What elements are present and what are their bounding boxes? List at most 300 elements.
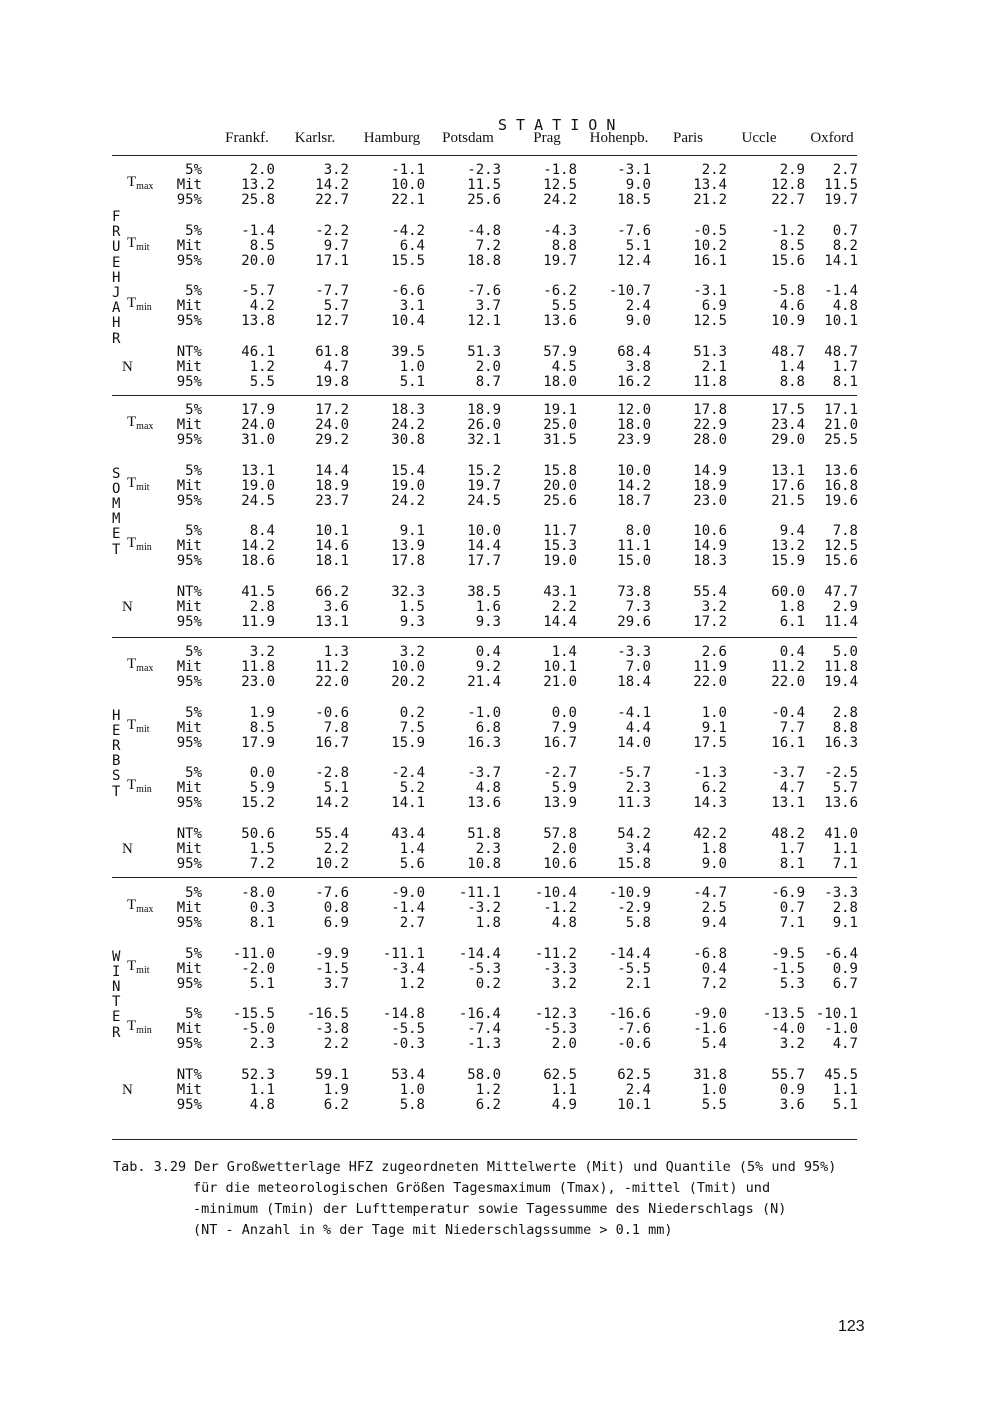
table-cell: -2.7	[543, 765, 577, 781]
table-cell: 9.1	[832, 915, 858, 932]
table-cell: 19.8	[315, 373, 349, 390]
table-cell: 14.9	[693, 462, 727, 479]
stat-label: Mit	[176, 1081, 202, 1098]
stat-label: 95%	[176, 432, 202, 449]
table-cell: 28.0	[693, 432, 727, 449]
season-letter: T	[112, 541, 121, 558]
table-cell: 55.4	[315, 825, 349, 842]
stat-label: 5%	[185, 462, 202, 479]
season-letter: R	[112, 224, 121, 241]
table-cell: 19.7	[467, 477, 501, 494]
table-cell: 13.2	[241, 177, 275, 194]
table-cell: 5.1	[625, 237, 651, 254]
caption-line: für die meteorologischen Größen Tagesmaximum (Tmax), -mittel (Tmit) und	[193, 1180, 771, 1196]
table-cell: -7.6	[467, 283, 501, 299]
table-cell: 10.1	[543, 659, 577, 676]
variable-symbol: T	[127, 234, 137, 251]
table-cell: -14.4	[458, 945, 501, 962]
table-cell: 5.9	[551, 780, 577, 797]
table-cell: 26.0	[467, 417, 501, 434]
table-cell: 51.3	[467, 343, 501, 360]
table-cell: 9.2	[475, 659, 501, 676]
table-cell: 48.7	[771, 343, 805, 360]
table-cell: 20.2	[391, 674, 425, 691]
table-cell: 2.3	[625, 780, 651, 797]
station-header: Frankf.	[225, 130, 269, 146]
stat-label: 95%	[176, 915, 202, 932]
table-cell: 9.4	[701, 915, 727, 932]
table-cell: 7.2	[249, 855, 275, 872]
table-cell: -4.3	[543, 222, 577, 239]
stat-label: Mit	[176, 237, 202, 254]
table-cell: 9.1	[701, 719, 727, 736]
table-cell: 19.7	[824, 192, 858, 209]
table-cell: 3.8	[625, 358, 651, 375]
stat-label: 95%	[176, 795, 202, 812]
table-cell: -3.8	[315, 1021, 349, 1038]
table-cell: 19.0	[543, 553, 577, 570]
table-cell: 17.1	[824, 402, 858, 418]
table-cell: 10.2	[693, 237, 727, 254]
table-cell: 17.6	[771, 477, 805, 494]
variable-symbol: T	[127, 777, 137, 794]
stat-label: 5%	[185, 523, 202, 539]
table-cell: 11.1	[617, 538, 651, 555]
stat-label: 5%	[185, 945, 202, 962]
table-cell: 24.5	[241, 492, 275, 509]
table-cell: -6.8	[693, 945, 727, 962]
table-cell: -1.4	[241, 222, 275, 239]
table-cell: 14.2	[315, 795, 349, 812]
table-cell: 7.7	[779, 719, 805, 736]
table-cell: 20.0	[241, 252, 275, 269]
season-letter: B	[112, 753, 121, 770]
table-cell: 5.6	[399, 855, 425, 872]
stat-label: 95%	[176, 855, 202, 872]
table-cell: 0.4	[701, 960, 727, 977]
table-cell: 0.9	[779, 1081, 805, 1098]
table-cell: 9.1	[399, 523, 425, 539]
table-cell: 19.0	[391, 477, 425, 494]
table-cell: 52.3	[241, 1066, 275, 1083]
table-cell: -2.2	[315, 222, 349, 239]
table-cell: 15.6	[771, 252, 805, 269]
variable-symbol: T	[127, 957, 137, 974]
table-cell: 7.1	[779, 915, 805, 932]
table-cell: 14.1	[824, 252, 858, 269]
station-heading: S T A T I O N	[498, 116, 616, 134]
stat-label: Mit	[176, 298, 202, 315]
table-cell: 5.7	[323, 298, 349, 315]
table-cell: 13.6	[824, 795, 858, 812]
table-cell: -1.5	[771, 960, 805, 977]
table-cell: 0.7	[779, 900, 805, 917]
stat-label: Mit	[176, 900, 202, 917]
stat-label: 5%	[185, 644, 202, 660]
table-cell: -5.5	[617, 960, 651, 977]
table-cell: 2.2	[551, 598, 577, 615]
table-cell: 46.1	[241, 343, 275, 360]
table-cell: 0.4	[779, 644, 805, 660]
table-cell: 19.6	[824, 492, 858, 509]
table-cell: 51.3	[693, 343, 727, 360]
table-cell: 10.8	[467, 855, 501, 872]
table-cell: 14.0	[617, 734, 651, 751]
table-cell: 55.7	[771, 1066, 805, 1083]
table-cell: 10.9	[771, 313, 805, 330]
table-cell: 0.0	[249, 765, 275, 781]
table-cell: 24.0	[315, 417, 349, 434]
table-cell: 4.8	[249, 1096, 275, 1113]
table-cell: 21.0	[824, 417, 858, 434]
table-cell: 18.8	[467, 252, 501, 269]
table-cell: 1.0	[701, 1081, 727, 1098]
table-cell: -16.5	[306, 1006, 349, 1022]
table-cell: 6.2	[475, 1096, 501, 1113]
season-letter: R	[112, 738, 121, 755]
stat-label: NT%	[176, 825, 202, 842]
table-cell: 6.4	[399, 237, 425, 254]
table-cell: 24.2	[391, 417, 425, 434]
table-cell: 9.3	[399, 613, 425, 630]
variable-symbol: N	[122, 1081, 133, 1098]
table-cell: 22.9	[693, 417, 727, 434]
variable-subscript: mit	[136, 723, 150, 735]
table-cell: -10.7	[608, 283, 651, 299]
table-cell: 25.6	[543, 492, 577, 509]
table-cell: 54.2	[617, 825, 651, 842]
table-cell: 16.1	[693, 252, 727, 269]
table-cell: 0.0	[551, 704, 577, 721]
table-cell: -11.1	[458, 885, 501, 901]
table-cell: 11.7	[543, 523, 577, 539]
table-cell: 2.2	[701, 162, 727, 178]
stat-label: Mit	[176, 719, 202, 736]
stat-label: Mit	[176, 417, 202, 434]
table-cell: -7.6	[617, 1021, 651, 1038]
table-cell: 10.1	[617, 1096, 651, 1113]
table-cell: 24.5	[467, 492, 501, 509]
table-cell: 18.1	[315, 553, 349, 570]
table-cell: 66.2	[315, 583, 349, 600]
table-cell: 15.0	[617, 553, 651, 570]
variable-subscript: min	[136, 542, 152, 554]
table-cell: -8.0	[241, 885, 275, 901]
table-cell: 18.9	[693, 477, 727, 494]
table-cell: 8.5	[249, 237, 275, 254]
table-cell: 5.1	[399, 373, 425, 390]
table-cell: 1.1	[551, 1081, 577, 1098]
table-cell: 11.8	[693, 373, 727, 390]
table-cell: 5.0	[832, 644, 858, 660]
table-cell: -1.4	[391, 900, 425, 917]
table-cell: 16.3	[467, 734, 501, 751]
table-cell: 2.0	[475, 358, 501, 375]
table-cell: 15.4	[391, 462, 425, 479]
table-cell: 10.0	[391, 659, 425, 676]
table-cell: 57.8	[543, 825, 577, 842]
season-letter: H	[112, 708, 121, 724]
table-cell: 16.8	[824, 477, 858, 494]
table-cell: 13.4	[693, 177, 727, 194]
table-cell: 6.8	[475, 719, 501, 736]
station-header: Prag	[533, 130, 561, 146]
stat-label: 5%	[185, 704, 202, 721]
table-cell: 10.6	[543, 855, 577, 872]
variable-symbol: T	[127, 474, 137, 491]
table-cell: 13.1	[771, 795, 805, 812]
table-cell: 5.2	[399, 780, 425, 797]
table-cell: 51.8	[467, 825, 501, 842]
season-letter: H	[112, 269, 121, 286]
table-cell: 15.8	[617, 855, 651, 872]
table-cell: 17.5	[693, 734, 727, 751]
table-cell: -5.5	[391, 1021, 425, 1038]
table-cell: 8.8	[779, 373, 805, 390]
stat-label: 5%	[185, 402, 202, 418]
table-cell: -6.9	[771, 885, 805, 901]
table-cell: -9.9	[315, 945, 349, 962]
table-cell: 5.1	[323, 780, 349, 797]
table-cell: 1.0	[701, 704, 727, 721]
table-cell: 22.0	[315, 674, 349, 691]
table-cell: 62.5	[543, 1066, 577, 1083]
table-cell: 7.5	[399, 719, 425, 736]
table-cell: -3.3	[617, 644, 651, 660]
variable-subscript: max	[136, 663, 154, 675]
variable-symbol: N	[122, 358, 133, 375]
table-cell: 1.4	[551, 644, 577, 660]
table-cell: -13.5	[762, 1006, 805, 1022]
table-cell: -0.6	[315, 704, 349, 721]
season-letter: T	[112, 994, 121, 1011]
stat-label: NT%	[176, 1066, 202, 1083]
table-cell: 22.7	[771, 192, 805, 209]
stat-label: NT%	[176, 583, 202, 600]
table-cell: 5.3	[779, 975, 805, 992]
table-cell: 25.8	[241, 192, 275, 209]
table-cell: 1.4	[779, 358, 805, 375]
table-cell: 2.8	[832, 704, 858, 721]
stat-label: 5%	[185, 885, 202, 901]
table-cell: 16.3	[824, 734, 858, 751]
table-cell: 62.5	[617, 1066, 651, 1083]
table-cell: 18.6	[241, 553, 275, 570]
stat-label: 5%	[185, 1006, 202, 1022]
table-cell: 1.6	[475, 598, 501, 615]
table-cell: -0.3	[391, 1036, 425, 1053]
table-cell: 3.2	[323, 162, 349, 178]
table-cell: 2.2	[323, 840, 349, 857]
table-cell: 8.5	[249, 719, 275, 736]
table-cell: 12.0	[617, 402, 651, 418]
table-cell: -1.5	[315, 960, 349, 977]
table-cell: 23.0	[241, 674, 275, 691]
season-letter: E	[112, 526, 121, 543]
table-cell: 12.5	[543, 177, 577, 194]
table-cell: 17.5	[771, 402, 805, 418]
table-cell: 16.1	[771, 734, 805, 751]
table-cell: 8.1	[249, 915, 275, 932]
table-cell: 18.3	[391, 402, 425, 418]
table-cell: -5.8	[771, 283, 805, 299]
table-cell: -4.7	[693, 885, 727, 901]
season-letter: O	[112, 481, 121, 498]
table-cell: 7.2	[475, 237, 501, 254]
table-cell: 5.9	[249, 780, 275, 797]
table-cell: 18.9	[467, 402, 501, 418]
table-cell: 3.6	[779, 1096, 805, 1113]
table-cell: 12.5	[693, 313, 727, 330]
table-cell: 19.4	[824, 674, 858, 691]
table-cell: 1.3	[323, 644, 349, 660]
table-cell: 6.9	[701, 298, 727, 315]
table-cell: -14.8	[382, 1006, 425, 1022]
stat-label: NT%	[176, 343, 202, 360]
stat-label: 95%	[176, 975, 202, 992]
table-cell: 18.5	[617, 192, 651, 209]
table-cell: -11.1	[382, 945, 425, 962]
table-cell: 2.5	[701, 900, 727, 917]
table-cell: 1.2	[475, 1081, 501, 1098]
table-cell: -9.0	[693, 1006, 727, 1022]
table-cell: 14.4	[543, 613, 577, 630]
table-cell: 1.2	[399, 975, 425, 992]
variable-subscript: max	[136, 904, 154, 916]
table-cell: 29.2	[315, 432, 349, 449]
table-cell: 16.7	[543, 734, 577, 751]
caption-line: Tab. 3.29 Der Großwetterlage HFZ zugeordneten Mittelwerte (Mit) und Quantile (5% und 95%)	[113, 1159, 837, 1175]
table-cell: -1.2	[771, 222, 805, 239]
table-cell: 8.0	[625, 523, 651, 539]
table-cell: 43.1	[543, 583, 577, 600]
table-cell: -1.1	[391, 162, 425, 178]
horizontal-rule	[112, 155, 857, 156]
table-cell: 38.5	[467, 583, 501, 600]
table-cell: 23.4	[771, 417, 805, 434]
table-cell: 24.0	[241, 417, 275, 434]
table-cell: 12.4	[617, 252, 651, 269]
table-cell: 2.3	[249, 1036, 275, 1053]
table-cell: 2.1	[701, 358, 727, 375]
table-cell: 15.5	[391, 252, 425, 269]
table-cell: -0.5	[693, 222, 727, 239]
table-cell: -0.6	[617, 1036, 651, 1053]
table-cell: 1.8	[701, 840, 727, 857]
table-cell: 14.6	[315, 538, 349, 555]
table-cell: 5.5	[249, 373, 275, 390]
stat-label: 95%	[176, 373, 202, 390]
table-cell: 1.5	[249, 840, 275, 857]
season-letter: I	[112, 964, 121, 981]
table-cell: -1.2	[543, 900, 577, 917]
table-cell: 14.2	[315, 177, 349, 194]
season-letter: E	[112, 723, 121, 740]
table-cell: 23.9	[617, 432, 651, 449]
table-cell: 8.4	[249, 523, 275, 539]
table-cell: 1.5	[399, 598, 425, 615]
table-cell: -0.4	[771, 704, 805, 721]
table-cell: 4.2	[249, 298, 275, 315]
table-cell: 15.3	[543, 538, 577, 555]
table-cell: -5.7	[617, 765, 651, 781]
table-cell: -16.6	[608, 1006, 651, 1022]
table-cell: 32.1	[467, 432, 501, 449]
table-cell: 14.2	[617, 477, 651, 494]
stat-label: Mit	[176, 960, 202, 977]
table-cell: 12.7	[315, 313, 349, 330]
stat-label: 95%	[176, 1096, 202, 1113]
stat-label: Mit	[176, 780, 202, 797]
table-cell: 2.7	[399, 915, 425, 932]
table-cell: 1.8	[779, 598, 805, 615]
table-cell: 48.7	[824, 343, 858, 360]
table-cell: -3.1	[617, 162, 651, 178]
table-cell: 60.0	[771, 583, 805, 600]
stat-label: 95%	[176, 613, 202, 630]
table-cell: -2.3	[467, 162, 501, 178]
table-cell: 11.8	[241, 659, 275, 676]
table-cell: 3.2	[701, 598, 727, 615]
table-cell: 21.5	[771, 492, 805, 509]
table-cell: 2.9	[779, 162, 805, 178]
stat-label: 95%	[176, 313, 202, 330]
table-cell: -2.5	[824, 765, 858, 781]
stat-label: Mit	[176, 477, 202, 494]
table-cell: 30.8	[391, 432, 425, 449]
table-cell: 22.0	[771, 674, 805, 691]
station-header: Karlsr.	[294, 130, 336, 146]
season-letter: R	[112, 1024, 121, 1041]
season-letter: R	[112, 330, 121, 347]
table-cell: 22.1	[391, 192, 425, 209]
table-cell: 7.3	[625, 598, 651, 615]
variable-symbol: T	[127, 1018, 137, 1035]
table-cell: 15.6	[824, 553, 858, 570]
table-cell: -10.4	[534, 885, 577, 901]
table-cell: 11.3	[617, 795, 651, 812]
table-cell: 16.7	[315, 734, 349, 751]
table-cell: 22.7	[315, 192, 349, 209]
table-cell: 4.6	[779, 298, 805, 315]
table-cell: 23.7	[315, 492, 349, 509]
stat-label: 5%	[185, 283, 202, 299]
season-letter: S	[112, 768, 121, 785]
table-cell: 10.2	[315, 855, 349, 872]
table-cell: 6.2	[323, 1096, 349, 1113]
table-cell: 9.0	[625, 177, 651, 194]
table-cell: 2.0	[551, 840, 577, 857]
table-cell: 9.7	[323, 237, 349, 254]
table-cell: 17.1	[315, 252, 349, 269]
stat-label: Mit	[176, 177, 202, 194]
table-cell: 5.7	[832, 780, 858, 797]
table-cell: 2.1	[625, 975, 651, 992]
season-letter: H	[112, 315, 121, 332]
stat-label: 5%	[185, 765, 202, 781]
table-cell: 18.9	[315, 477, 349, 494]
table-cell: -3.7	[467, 765, 501, 781]
table-cell: 21.4	[467, 674, 501, 691]
table-cell: 11.9	[241, 613, 275, 630]
table-cell: 2.0	[551, 1036, 577, 1053]
season-letter: M	[112, 496, 121, 513]
table-cell: 17.9	[241, 402, 275, 418]
table-cell: 12.8	[771, 177, 805, 194]
table-cell: 11.9	[693, 659, 727, 676]
table-cell: -5.0	[241, 1021, 275, 1038]
table-cell: -1.0	[467, 704, 501, 721]
